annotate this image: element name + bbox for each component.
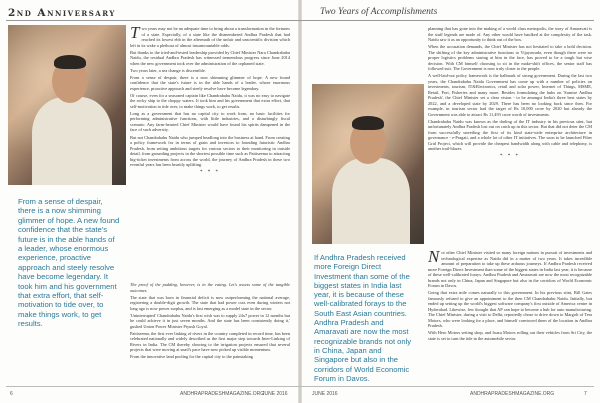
article-paragraph: When the accusation demands, the Chief Minister has not hesitated to take a bold decision. The shifting of the key administrative functions to Vijayawada, even though there were no proper logistics problems staring at him in the face, has proved to be a tough but wise decision. With CM himself choosing to sit in the make-shift offices, the senior staff has followed suit. The Government is now truly closer to the people. <box>428 44 592 72</box>
header-rule <box>6 20 594 21</box>
article-paragraph: Two years may not be an adequate time to bring about a transformation in the fortunes of a state. Especially, of a state like the dismembered Andhra Pradesh that had reached its lowest ebb in the aftermath of the unfair and unscientific division which left in its wake a plethora of almost insurmountable odds. <box>130 26 290 48</box>
page-number-right: 7 <box>584 391 587 397</box>
footer-site-right: ANDHRAPRADESHMAGAZINE.ORG <box>470 391 555 397</box>
article-paragraph: But thanks to the tried-and-tested leadership provided by Chief Minister Nara Chandrababu Naidu, the residual Andhra Pradesh has witnessed tremendous progress since June 2014 when the new government took over the administration of the orphaned state. <box>130 49 290 66</box>
page-gutter <box>298 0 302 403</box>
article-column-1 <box>130 26 290 216</box>
article-column-2 <box>130 282 290 382</box>
article-paragraph: From a sense of despair, there is a now shimming glimmer of hope. A new found confidence that the state's future is in the able hands of a leader, whose enormous experience, proactive approach and steely resolve have become legendary. <box>130 74 290 91</box>
article-paragraph: Of course, even for a seasoned captain like Chandrababu Naidu, it was no easy to navigate the rocky ship to the choppy waters. It took him and his government that extra effort, that self-motivation to tide over, to make things work, to get results. <box>130 92 290 109</box>
article-paragraph: Two years later, a sea change is discernible. <box>130 67 206 73</box>
article-paragraph: But not Chandrababu Naidu who jumped headlong into the business at hand. From creating a policy framework for in terms of grain and investors to founding futuristic Andhra Pradesh, from setting ambitious targets for various sectors to their monitoring in outside detail, from grounding projects in the shortest possible time such as Pattiseema to attracting big-ticket investments from across the world, the journey of Andhra Pradesh in these two eventful years has been heartily uplifting. <box>130 134 290 168</box>
footer-date-right: JUNE 2016 <box>312 391 338 397</box>
article-paragraph: With Hero Motors setting shop, and Isuzu Motors rolling out their vehicles from Sri City, the state is set to turn the tide in the automobile sector. <box>428 330 592 341</box>
article-paragraph: A well-laid-out policy framework is the hallmark of strong government. During the last two years, the Chandrababu Naidu Government has come up with a number of policies on investments, tourism, IT&Electronics, retail and solar power, Internet of Things, MSME, Retail, Port, Fisheries and many more. Besides formulating the hubs on 'Sunrise Andhra Pradesh', the Chief Minister set a clear vision - to be amongst India's three best states by 2022, and a developed state by 2029. There has been no looking back since then. For example, in tourism sector had the target of Rs 10,000 crore by 2020 but already the Government was able to attract Rs 11,493 crore worth of investments. <box>428 73 592 117</box>
pull-quote-right: If Andhra Pradesh received more Foreign Direct Investment than some of the biggest states in India last year, it is because of these well-calibrated forays to the South East Asian countries. Andhra Pradesh and Amaravati are now the most recognizable brands not only in China, Japan and Singapore but also in the corridors of World Economic Forum in Davos. <box>314 253 412 383</box>
drop-cap: N <box>428 250 440 266</box>
page-number-left: 6 <box>10 391 13 397</box>
footer-site-left: ANDHRAPRADESHMAGAZINE.ORG <box>180 391 265 397</box>
article-paragraph: planning that has gone into the making of a world class metropolis, the story of Amaravati is the stuff legends are made of. Any other would have baulked at the complexity of the task. Naidu saw it as an opportunity to think out of the box. <box>428 26 592 42</box>
article-paragraph: The state that was born in financial deficit is now outperforming the national average, registering a double-digit growth. The state that had power cuts even during winters not long ago is now power surplus, and is fast emerging as a model state in the sector. <box>130 294 290 311</box>
footer-rule <box>6 386 594 387</box>
article-paragraph: Not other Chief Minister visited so many foreign nations in pursuit of investments and technological expertise as Naidu did in a matter of two years. It takes incredible amount of preparation to take up these arduous journeys. If Andhra Pradesh received more Foreign Direct Investment than some of the biggest states in India last year, it is because of these well-calibrated forays. Andhra Pradesh and Amaravati are now the most recognizable brands not only in China, Japan and Singapore but also in the corridors of World Economic Forum in Davos. <box>428 250 592 288</box>
article-paragraph: Chandrababu Naidu was known as the darling of the IT industry in his previous stint, but unfortunately Andhra Pradesh lost out on catch up in this sector. But that did not deter the CM from successfully unveiling the first of its kind state-wide enterprise architecture in governance - e-Pragati, and a whole lot of other IT initiatives. The soon to be launched Fiber Grid Project, which will provide the cheapest bandwidth along with cable and telephony, is another trail-blazer. <box>428 118 592 152</box>
section-subtitle: Two Years of Accomplishments <box>320 7 438 17</box>
article-paragraph: 'Uninterrupted' Chandrababu Naidu's first wish was to supply 24x7 power in 12 months but he could achieve it in just seven months. And the state has been consistently doing it,' gushed Union Power Minister Piyush Goyal. <box>130 312 290 329</box>
article-paragraph: Going that extra mile comes naturally to this government. In his previous stint, Bill Gates famously refused to give an appointment to the then CM Chandrababu Naidu. Initially, but ended up setting up the world's biggest software company's first outside of America centre in Hyderabad. Likewise, few thought that AP can hope to become a hub for auto manufacturing. The Chief Minister, during a visit to Delhi, reportedly chose to drive down to Margoli of Tera Motors, who were looking for a place, and himself convinced them of the location in Andhra Pradesh. <box>428 290 592 329</box>
chief-minister-photo-left <box>8 25 126 185</box>
article-paragraph: From the innovative land pooling for the capital city to the painstaking <box>130 354 253 360</box>
article-paragraph: The proof of the pudding, however, is in the eating. Let's assess some of the tangible outcomes. <box>130 282 290 293</box>
drop-cap: T <box>130 26 140 42</box>
article-paragraph: Pattiseema, the first ever linking of rivers in the country completed in record time, has been celebrated nationally and widely described as the first major step towards Inter-Linking of Rivers in India. The CM thereby showing to the irrigation projects ensured that several projects that were moving at snail's pace have now picked up visible momentum. <box>130 330 290 353</box>
chief-minister-photo-right <box>312 84 424 244</box>
section-divider: * * * <box>500 153 520 159</box>
section-divider: * * * <box>200 169 220 175</box>
footer-date-left: JUNE 2016 <box>262 391 288 397</box>
article-paragraph: Long as a government that has no capital city to work from, no basic facilities for performing administrative functions, with little industries, and a disturbingly fiscal scenario. Any farm-hearted Chief Minister would have found his spirits dampened in the face of such adversity. <box>130 110 290 133</box>
article-column-3 <box>428 26 592 244</box>
article-column-4 <box>428 250 592 382</box>
section-title: 2nd Anniversary <box>8 7 116 19</box>
pull-quote-left: From a sense of despair, there is a now shimming glimmer of hope. A new found confidence that the state's future is in the able hands of a leader, whose enormous experience, proactive approach and steely resolve have become legendary. It took him and his government that extra effort, that self-motivation to tide over, to make things work, to get results. <box>18 197 120 329</box>
